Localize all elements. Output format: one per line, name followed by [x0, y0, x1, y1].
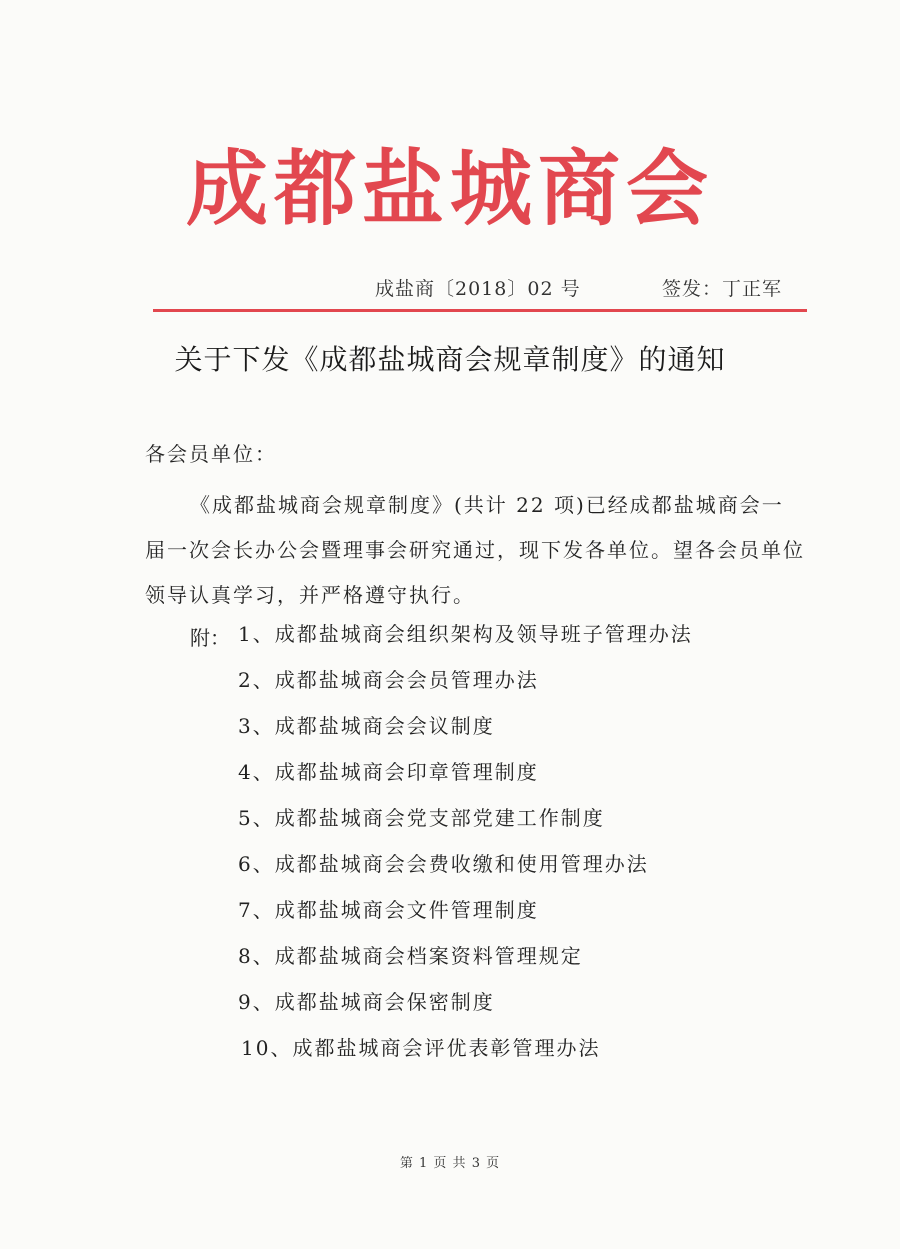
body-paragraph: 《成都盐城商会规章制度》(共计 22 项)已经成都盐城商会一届一次会长办公会暨理事会研究通过，现下发各单位。望各会员单位领导认真学习，并严格遵守执行。: [145, 493, 805, 607]
attachments-list: [238, 622, 693, 1082]
signer-line: 签发：丁正军: [662, 278, 783, 300]
attachment-item: 7、成都盐城商会文件管理制度: [238, 898, 539, 922]
attachment-item: 6、成都盐城商会会费收缴和使用管理办法: [238, 852, 649, 876]
attachment-item: 3、成都盐城商会会议制度: [238, 714, 495, 738]
salutation: 各会员单位：: [145, 442, 277, 466]
attachment-item: 2、成都盐城商会会员管理办法: [238, 668, 539, 692]
page-footer: 第 1 页 共 3 页: [399, 1156, 501, 1171]
attachment-item: 9、成都盐城商会保密制度: [238, 990, 495, 1014]
document-meta-line: [0, 274, 900, 304]
attachment-item: 10、成都盐城商会评优表彰管理办法: [241, 1036, 601, 1060]
organization-header: 成都盐城商会: [185, 142, 714, 237]
attachments-label: 附：: [190, 626, 230, 650]
document-number: 成盐商〔2018〕02 号: [375, 278, 581, 300]
attachment-item: 1、成都盐城商会组织架构及领导班子管理办法: [238, 622, 693, 646]
attachment-item: 8、成都盐城商会档案资料管理规定: [238, 944, 583, 968]
notice-title: 关于下发《成都盐城商会规章制度》的通知: [174, 343, 726, 376]
attachment-item: 4、成都盐城商会印章管理制度: [238, 760, 539, 784]
attachment-item: 5、成都盐城商会党支部党建工作制度: [238, 806, 605, 830]
red-divider-line: [153, 309, 807, 312]
